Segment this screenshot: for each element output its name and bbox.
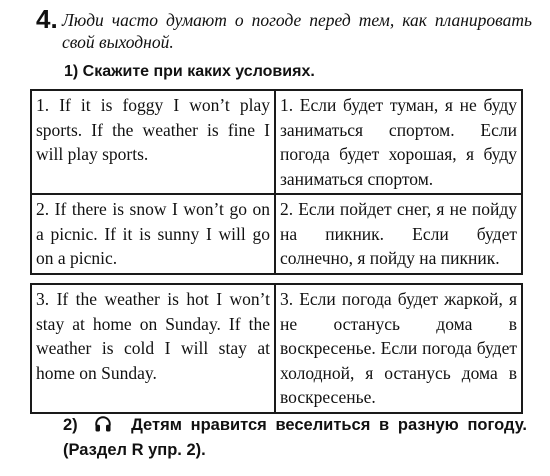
english-sentence-cell: 3. If the weather is hot I won’t stay at home on Sunday. If the weather is cold I will stay at home on Sunday. [31,284,275,413]
russian-translation-cell: 3. Если погода будет жаркой, я не останусь дома в воскресенье. Если погода будет холодной, я останусь дома в воскресенье. [275,284,522,413]
russian-translation-cell: 2. Если пойдет снег, я не пойду на пикник. Если будет солнечно, я пойду на пикник. [275,194,522,274]
part2-number: 2) [63,416,78,434]
russian-translation-cell: 1. Если будет туман, я не буду заниматься спортом. Если погода будет хорошая, я буду заниматься спортом. [275,90,522,194]
english-sentence-cell: 2. If there is snow I won’t go on a picnic. If it is sunny I will go on a picnic. [31,194,275,274]
part2-text: Детям нравится веселиться в разную погоду. (Раздел R упр. 2). [63,416,528,459]
task-instruction: Люди часто думают о погоде перед тем, как планировать свой выходной. [62,10,532,52]
translation-table-1 [30,89,523,275]
english-sentence-cell: 1. If it is foggy I won’t play sports. If the weather is fine I will play sports. [31,90,275,194]
part1-heading: 1) Скажите при каких условиях. [64,63,315,80]
translation-table-2 [30,283,523,414]
table-row [31,284,522,413]
headphones-icon [94,415,112,433]
task-number: 4. [36,4,58,34]
table-row [31,194,522,274]
part2-instruction [63,413,527,463]
table-row [31,90,522,194]
